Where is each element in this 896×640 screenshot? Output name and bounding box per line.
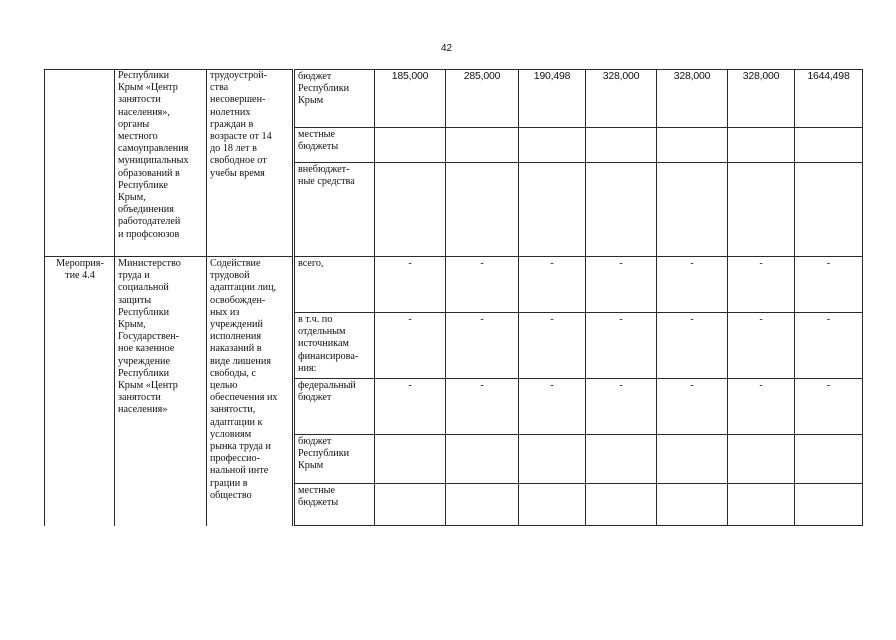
value-cell: 328,000 — [742, 70, 780, 82]
value-cell: - — [480, 258, 484, 269]
value-cell: - — [619, 380, 623, 391]
column-line — [585, 69, 586, 526]
executor-cell: Республики Крым «Центр занятости населения», органы местного самоуправления муниципальных образований в Республике Крым, объединения работодателей и профсоюзов — [118, 70, 189, 240]
value-cell: - — [826, 314, 831, 325]
row-line — [294, 127, 863, 128]
value-cell: - — [480, 380, 484, 391]
column-line — [727, 69, 728, 526]
value-cell: - — [550, 258, 554, 269]
value-cell: 285,000 — [463, 70, 501, 82]
value-cell: - — [690, 314, 694, 325]
value-cell: - — [690, 258, 694, 269]
column-line — [518, 69, 519, 526]
source-label: внебюджет- ные средства — [298, 164, 355, 188]
value-cell: 190,498 — [533, 70, 571, 82]
value-cell: - — [550, 314, 554, 325]
source-label: бюджет Республики Крым — [298, 436, 350, 472]
value-cell: 328,000 — [602, 70, 640, 82]
row-separator-left — [44, 256, 292, 257]
source-label: бюджет Республики Крым — [298, 71, 350, 107]
content-cell: трудоустрой- ства несовершен- нолетних граждан в возрасте от 14 до 18 лет в свободное от учебы время — [210, 70, 272, 179]
table-bottom-border — [294, 525, 863, 526]
value-cell: - — [759, 314, 763, 325]
row-line — [294, 434, 863, 435]
page-number: 42 — [441, 43, 453, 54]
value-cell: - — [619, 314, 623, 325]
value-cell: - — [408, 314, 412, 325]
column-line — [114, 69, 115, 526]
column-line — [44, 69, 45, 526]
source-label: местные бюджеты — [298, 485, 339, 509]
row-line — [294, 483, 863, 484]
value-cell: - — [408, 380, 412, 391]
row-line — [294, 312, 863, 313]
source-label: федеральный бюджет — [298, 380, 356, 404]
row-line — [294, 256, 863, 257]
source-label: всего, — [298, 258, 324, 269]
column-line — [292, 69, 293, 526]
column-line — [445, 69, 446, 526]
value-cell: 185,000 — [391, 70, 429, 82]
value-cell: 1644,498 — [807, 70, 850, 82]
value-cell: - — [619, 258, 623, 269]
source-label: местные бюджеты — [298, 129, 339, 153]
value-cell: - — [826, 258, 831, 269]
column-line — [656, 69, 657, 526]
source-label: в т.ч. по отдельным источникам финансирова- ния: — [298, 314, 359, 374]
value-cell: - — [826, 380, 831, 391]
activity-name: Мероприя- тие 4.4 — [56, 258, 104, 282]
column-line — [374, 69, 375, 526]
value-cell: - — [690, 380, 694, 391]
row-line — [294, 378, 863, 379]
column-line — [794, 69, 795, 526]
executor-cell: Министерство труда и социальной защиты Республики Крым, Государствен- ное казенное учреждение Республики Крым «Центр занятости населения» — [118, 258, 181, 416]
value-cell: - — [408, 258, 412, 269]
content-cell: Содействие трудовой адаптации лиц, освобожден- ных из учреждений исполнения наказаний в виде лишения свободы, с целью обеспечения их занятости, адаптации к условиям рынка труда и профессио- нальной инте грации в общество — [210, 258, 278, 501]
value-cell: - — [759, 380, 763, 391]
value-cell: 328,000 — [673, 70, 711, 82]
column-line — [294, 69, 295, 526]
value-cell: - — [550, 380, 554, 391]
row-line — [294, 162, 863, 163]
value-cell: - — [759, 258, 763, 269]
value-cell: - — [480, 314, 484, 325]
column-line — [862, 69, 863, 526]
